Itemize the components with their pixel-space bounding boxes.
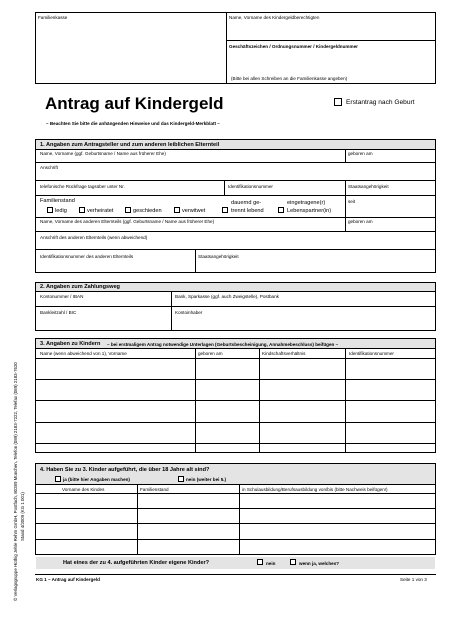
hinweis-label: (Bitte bei allen Schreiben an die Familienkasse angeben): [231, 76, 348, 81]
anderer-staat-label: Staatsangehörigkeit: [198, 254, 239, 259]
kinder-col-name: Name (wenn abweichend von 1), Vorname: [40, 351, 127, 356]
lebenspartner-checkbox[interactable]: [278, 207, 284, 213]
ledig-checkbox[interactable]: [47, 207, 53, 213]
ledig-label: ledig: [55, 208, 67, 214]
ueber18-nein-label: nein (weiter bei 5.): [186, 477, 227, 482]
ueber18-col-familienstand: Familienstand: [140, 487, 169, 492]
eigene-kinder-ja-checkbox[interactable]: [290, 559, 296, 565]
verheiratet-checkbox[interactable]: [79, 207, 85, 213]
section1-box: [35, 139, 436, 273]
section2-heading: 2. Angaben zum Zahlungsweg: [40, 284, 120, 290]
anderer-id-label: Identifikationsnummer des anderen Elternteils: [40, 254, 134, 259]
ueber18-ja-checkbox[interactable]: [55, 476, 61, 482]
kontoinhaber-label: Kontoinhaber: [175, 310, 203, 315]
familienkasse-label: Familienkasse: [38, 15, 68, 20]
blz-label: Bankleitzahl / BIC: [40, 310, 77, 315]
ueber18-col-ausbildung: in Schulausbildung/Berufsausbildung von/bis (bitte Nachweis beifügen!): [242, 487, 388, 492]
verwitwet-label: verwitwet: [182, 208, 206, 214]
subtitle: – Beachten Sie bitte die anhängenden Hinweise und das Kindergeld-Merkblatt –: [46, 121, 220, 126]
anderer-name-label: Name, Vorname des anderen Elternteils (ggf. Geburtsname / Name aus früherer Ehe): [40, 219, 215, 224]
kindergeldberechtigter-label: Name, Vorname des Kindergeldberechtigten: [229, 15, 320, 20]
section3-heading: 3. Angaben zu Kindern: [40, 341, 101, 347]
kinder-col-id: Identifikationsnummer: [349, 351, 394, 356]
staatsangehoerigkeit-label: Staatsangehörigkeit: [348, 184, 389, 189]
section3-heading-note: – bei erstmaligem Antrag notwendige Unterlagen (Geburtsbescheinigung, Annahmebeschluss) beifügen –: [107, 342, 339, 347]
geschieden-checkbox[interactable]: [125, 207, 131, 213]
eigene-kinder-nein-checkbox[interactable]: [257, 559, 263, 565]
footer-rule: [35, 574, 436, 575]
erstantrag-checkbox[interactable]: [334, 98, 342, 106]
section4-heading: 4. Haben Sie zu 3. Kinder aufgeführt, die über 18 Jahre alt sind?: [40, 467, 210, 473]
publisher-sidebar-text: © Verlagsgruppe Hüthig Jehle Rehm GmbH, Postfach, 80289 München, Telefon (089) 2183-7222, Telefax (089) 2183-7620: [13, 362, 18, 601]
identifikationsnummer-label: Identifikationsnummer: [228, 184, 273, 189]
header-divider: [226, 12, 227, 84]
kinder-col-geboren: geboren am: [198, 351, 223, 356]
getrennt-checkbox[interactable]: [222, 207, 228, 213]
geschaeftszeichen-label: Geschäftszeichen / Ordnungsnummer / Kindergeldnummer: [229, 44, 358, 49]
name-label: Name, Vorname (ggf. Geburtsname / Name aus früherer Ehe): [40, 151, 166, 156]
anderer-anschrift-label: Anschrift des anderen Elternteils (wenn abweichend): [40, 235, 148, 240]
anschrift-label: Anschrift: [40, 165, 58, 170]
ueber18-nein-checkbox[interactable]: [178, 476, 184, 482]
erstantrag-label: Erstantrag nach Geburt: [346, 99, 415, 106]
ueber18-col-vorname: Vorname des Kindes: [62, 487, 105, 492]
eigene-kinder-nein-label: nein: [266, 561, 276, 566]
section1-heading: 1. Angaben zum Antragsteller und zum anderen leiblichen Elternteil: [40, 142, 220, 148]
iban-label: Kontonummer / IBAN: [40, 294, 84, 299]
verwitwet-checkbox[interactable]: [174, 207, 180, 213]
familienstand-label: Familienstand: [40, 198, 75, 204]
form-name: KG 1 – Antrag auf Kindergeld: [36, 577, 100, 582]
getrennt-label-line2: trennt lebend: [231, 208, 264, 214]
header-row-line: [226, 40, 436, 41]
eigene-kinder-ja-label: wenn ja, welches?: [299, 561, 340, 566]
kinder-col-verhaeltnis: Kindschaftsverhältnis: [262, 351, 306, 356]
geschieden-label: geschieden: [133, 208, 162, 214]
ueber18-ja-label: ja (bitte hier Angaben machen): [63, 477, 130, 482]
telefon-label: telefonische Rückfrage tagsüber unter Nr.: [40, 184, 125, 189]
seit-label: seit: [348, 199, 356, 204]
lebenspartner-label-line2: Lebenspartner(in): [287, 208, 332, 214]
form-version-sidebar-text: Stand 4/2009 (KG 1 001): [20, 492, 25, 541]
page-number: Seite 1 von 3: [400, 577, 427, 582]
eigene-kinder-question: Hat eines der zu 4. aufgeführten Kinder eigene Kinder?: [63, 560, 210, 566]
bank-label: Bank, Sparkasse (ggf. auch Zweigstelle), Postbank: [175, 294, 279, 299]
anderer-geboren-label: geboren am: [348, 219, 373, 224]
geboren-label: geboren am: [348, 151, 373, 156]
lebenspartner-label-line1: eingetragene(r): [287, 200, 326, 206]
page-title: Antrag auf Kindergeld: [45, 94, 224, 113]
verheiratet-label: verheiratet: [87, 208, 114, 214]
getrennt-label-line1: dauernd ge-: [231, 200, 262, 206]
